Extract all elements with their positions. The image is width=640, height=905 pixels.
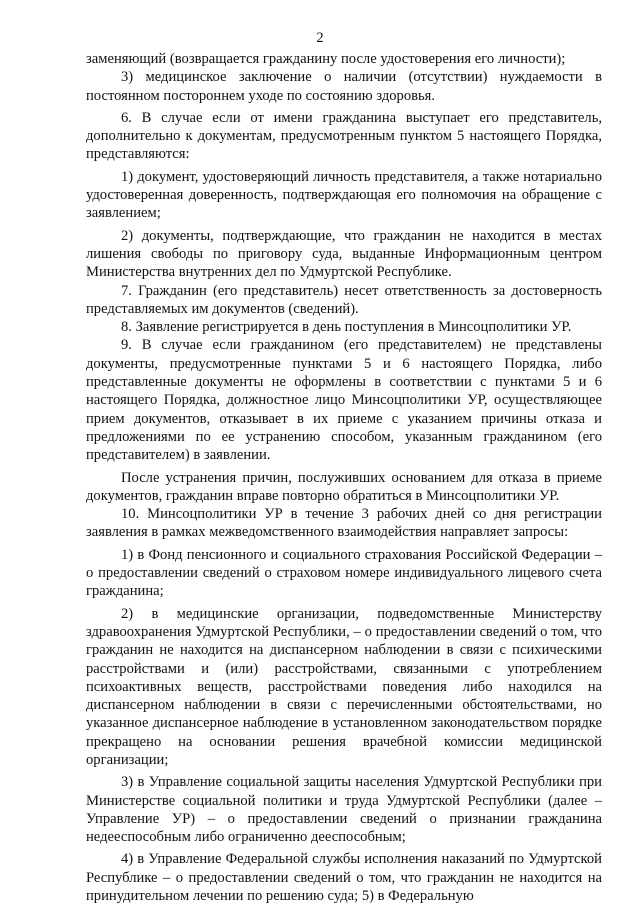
paragraph-continuation: заменяющий (возвращается гражданину после удостоверения его личности); xyxy=(86,51,566,67)
document-body xyxy=(86,50,602,905)
paragraph-9-resubmission: После устранения причин, послуживших основанием для отказа в приеме документов, гражданин вправе повторно обратиться в Минсоцполитики УР. xyxy=(86,469,602,504)
paragraph-8-registration: 8. Заявление регистрируется в день поступления в Минсоцполитики УР. xyxy=(121,319,572,336)
paragraph-6-item-2: 2) документы, подтверждающие, что гражданин не находится в местах лишения свободы по приговору суда, выданные Информационным центром Министерства внутренних дел по Удмуртской Республике. xyxy=(86,227,602,281)
paragraph-10-item-4: 4) в Управление Федеральной службы исполнения наказаний по Удмуртской Республике – о предоставлении сведений о том, что гражданин не находится на принудительном лечении по решению суда; 5) в Федеральную xyxy=(86,851,602,905)
paragraph-10-item-3: 3) в Управление социальной защиты населения Удмуртской Республики при Министерстве социальной политики и труда Удмуртской Республики (далее – Управление УР) – о предоставлении сведений о признании гражданина недееспособным либо ограниченно дееспособным; xyxy=(86,774,602,846)
paragraph-7-responsibility: 7. Гражданин (его представитель) несет ответственность за достоверность представляемых им документов (сведений). xyxy=(86,282,602,317)
paragraph-10-requests: 10. Минсоцполитики УР в течение 3 рабочих дней со дня регистрации заявления в рамках межведомственного взаимодействия направляет запросы: xyxy=(86,506,602,541)
paragraph-6-representative: 6. В случае если от имени гражданина выступает его представитель, дополнительно к документам, предусмотренным пунктом 5 настоящего Порядка, представляются: xyxy=(86,109,602,163)
paragraph-10-item-1: 1) в Фонд пенсионного и социального страхования Российской Федерации – о предоставлении сведений о страховом номере индивидуального лицевого счета гражданина; xyxy=(86,546,602,600)
page-number: 2 xyxy=(316,30,324,46)
paragraph-10-item-2: 2) в медицинские организации, подведомственные Министерству здравоохранения Удмуртской Республики, – о предоставлении сведений о том, что гражданин не находится на диспансерном наблюдении в связи с психическими расстройствами и (или) расстройствами, связанными с употреблением психоактивных веществ, расстройствами поведения либо находился на диспансерном наблюдении в связи с перечисленными обстоятельствами, но указанное диспансерное наблюдение в установленном законодательством порядке прекращено на основании решения врачебной комиссии медицинской организации; xyxy=(86,605,602,768)
paragraph-9-refusal: 9. В случае если гражданином (его представителем) не представлены документы, предусмотренные пунктами 5 и 6 настоящего Порядка, либо представленные документы не оформлены в соответствии с пунктами 5 и 6 настоящего Порядка, должностное лицо Минсоцполитики УР, осуществляющее прием документов, отказывает в их приеме с указанием причины отказа и предложениями по ее устранению способом, указанным гражданином (его представителем) в заявлении. xyxy=(86,337,602,464)
paragraph-item-3-medical-conclusion: 3) медицинское заключение о наличии (отсутствии) нуждаемости в постоянном постороннем уходе по состоянию здоровья. xyxy=(86,69,602,104)
paragraph-6-item-1: 1) документ, удостоверяющий личность представителя, а также нотариально удостоверенная доверенность, подтверждающая его полномочия на обращение с заявлением; xyxy=(86,168,602,222)
